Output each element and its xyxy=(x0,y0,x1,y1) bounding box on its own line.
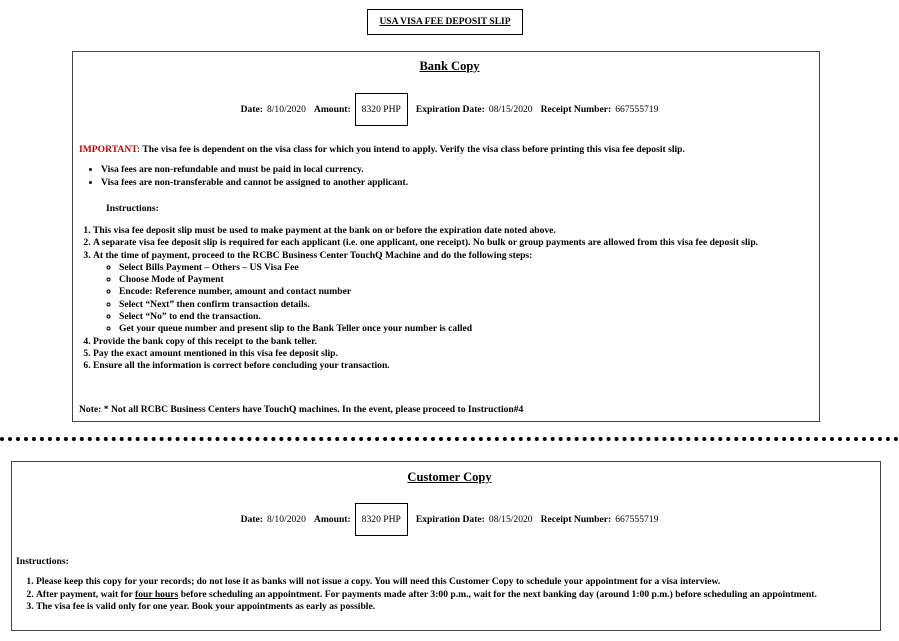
date-label: Date: xyxy=(240,104,263,115)
expiration-label: Expiration Date: xyxy=(415,104,485,115)
list-item: 5. Pay the exact amount mentioned in this visa fee deposit slip. xyxy=(93,348,758,360)
bank-copy-info-row xyxy=(0,93,899,126)
receipt-value: 667555719 xyxy=(615,104,659,115)
list-item: ◦ Encode: Reference number, amount and contact number xyxy=(119,286,758,298)
bank-copy-heading: Bank Copy xyxy=(419,59,480,73)
list-item: • Visa fees are non-refundable and must be paid in local currency. xyxy=(101,164,408,177)
bank-instructions-list xyxy=(79,225,758,373)
fee-notes-list xyxy=(79,164,408,189)
expiration-label: Expiration Date: xyxy=(415,514,485,525)
customer-copy-info-row xyxy=(0,503,899,536)
date-value: 8/10/2020 xyxy=(266,104,306,115)
list-item: 1. This visa fee deposit slip must be used to make payment at the bank on or before the expiration date noted above. xyxy=(93,225,758,237)
bank-copy-note: Note: * Not all RCBC Business Centers have TouchQ machines. In the event, please proceed to Instruction#4 xyxy=(79,404,524,415)
list-item: ◦ Select “No” to end the transaction. xyxy=(119,311,758,323)
step-text: After payment, wait for xyxy=(36,588,136,600)
step-text: At the time of payment, proceed to the RCBC Business Center TouchQ Machine and do the following steps: xyxy=(93,249,533,261)
important-label: IMPORTANT: xyxy=(79,144,141,155)
list-item: ◦ Select “Next” then confirm transaction details. xyxy=(119,299,758,311)
important-text: The visa fee is dependent on the visa class for which you intend to apply. Verify the visa class before printing this visa fee deposit slip. xyxy=(140,144,685,155)
amount-value: 8320 PHP xyxy=(355,503,408,536)
amount-label: Amount: xyxy=(313,514,351,525)
amount-label: Amount: xyxy=(313,104,351,115)
receipt-value: 667555719 xyxy=(615,514,659,525)
customer-instructions-label: Instructions: xyxy=(16,556,69,567)
four-hours-emphasis: four hours xyxy=(135,588,179,600)
cut-line-divider xyxy=(0,437,899,441)
list-item: 6. Ensure all the information is correct before concluding your transaction. xyxy=(93,360,758,372)
list-item: ◦ Get your queue number and present slip to the Bank Teller once your number is called xyxy=(119,323,758,335)
list-item: 2. A separate visa fee deposit slip is required for each applicant (i.e. one applicant, one receipt). No bulk or group payments are allowed from this visa fee deposit slip. xyxy=(93,237,758,249)
date-label: Date: xyxy=(240,514,263,525)
touchq-substeps-list xyxy=(93,262,758,336)
expiration-value: 08/15/2020 xyxy=(488,104,533,115)
important-notice xyxy=(79,144,685,155)
step-text: before scheduling an appointment. For payments made after 3:00 p.m., wait for the next banking day (around 1:00 p.m.) before scheduling an appointment. xyxy=(178,588,817,600)
receipt-label: Receipt Number: xyxy=(540,514,612,525)
date-value: 8/10/2020 xyxy=(266,514,306,525)
customer-instructions-list xyxy=(16,576,817,614)
instructions-label: Instructions: xyxy=(106,203,159,214)
amount-value: 8320 PHP xyxy=(355,93,408,126)
list-item: 1. Please keep this copy for your records; do not lose it as banks will not issue a copy. You will need this Customer Copy to schedule your appointment for a visa interview. xyxy=(36,576,817,589)
slip-title: USA VISA FEE DEPOSIT SLIP xyxy=(367,9,523,35)
receipt-label: Receipt Number: xyxy=(540,104,612,115)
list-item: ◦ Choose Mode of Payment xyxy=(119,274,758,286)
list-item xyxy=(93,250,758,336)
expiration-value: 08/15/2020 xyxy=(488,514,533,525)
list-item: ◦ Select Bills Payment – Others – US Visa Fee xyxy=(119,262,758,274)
customer-copy-heading: Customer Copy xyxy=(407,470,492,484)
list-item: 3. The visa fee is valid only for one year. Book your appointments as early as possible. xyxy=(36,601,817,614)
list-item: 4. Provide the bank copy of this receipt to the bank teller. xyxy=(93,336,758,348)
list-item: • Visa fees are non-transferable and cannot be assigned to another applicant. xyxy=(101,177,408,190)
list-item xyxy=(36,589,817,602)
